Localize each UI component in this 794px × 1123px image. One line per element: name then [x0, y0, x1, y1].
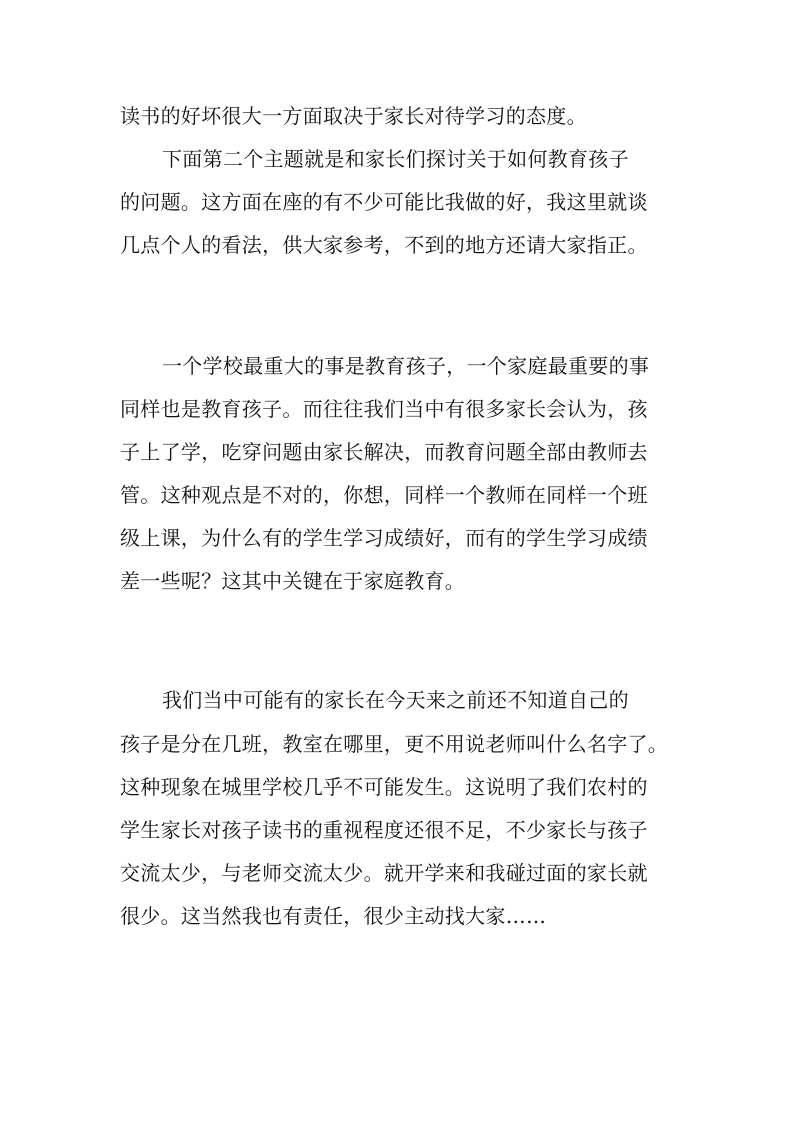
paragraph-3-line-2: 同样也是教育孩子。而往往我们当中有很多家长会认为，孩: [120, 397, 648, 421]
paragraph-4-line-2: 孩子是分在几班，教室在哪里，更不用说老师叫什么名字了。: [120, 732, 669, 756]
paragraph-4-line-4: 学生家长对孩子读书的重视程度还很不足，不少家长与孩子: [120, 818, 648, 842]
paragraph-4-line-1: 我们当中可能有的家长在今天来之前还不知道自己的: [162, 688, 629, 712]
paragraph-2-line-3: 几点个人的看法，供大家参考，不到的地方还请大家指正。: [120, 233, 648, 257]
paragraph-3-line-4: 管。这种观点是不对的，你想，同样一个教师在同样一个班: [120, 483, 648, 507]
paragraph-3-line-6: 差一些呢？这其中关键在于家庭教育。: [120, 569, 466, 593]
paragraph-1-line-1: 读书的好坏很大一方面取决于家长对待学习的态度。: [120, 104, 587, 128]
paragraph-2-line-1: 下面第二个主题就是和家长们探讨关于如何教育孩子: [162, 147, 629, 171]
paragraph-3-line-3: 子上了学，吃穿问题由家长解决，而教育问题全部由教师去: [120, 440, 648, 464]
paragraph-3-line-5: 级上课，为什么有的学生学习成绩好，而有的学生学习成绩: [120, 526, 648, 550]
paragraph-2-line-2: 的问题。这方面在座的有不少可能比我做的好，我这里就谈: [120, 190, 648, 214]
paragraph-4-line-6: 很少。这当然我也有责任，很少主动找大家……: [120, 904, 547, 928]
paragraph-4-line-5: 交流太少，与老师交流太少。就开学来和我碰过面的家长就: [120, 861, 648, 885]
paragraph-4-line-3: 这种现象在城里学校几乎不可能发生。这说明了我们农村的: [120, 775, 648, 799]
paragraph-3-line-1: 一个学校最重大的事是教育孩子，一个家庭最重要的事: [162, 354, 650, 378]
